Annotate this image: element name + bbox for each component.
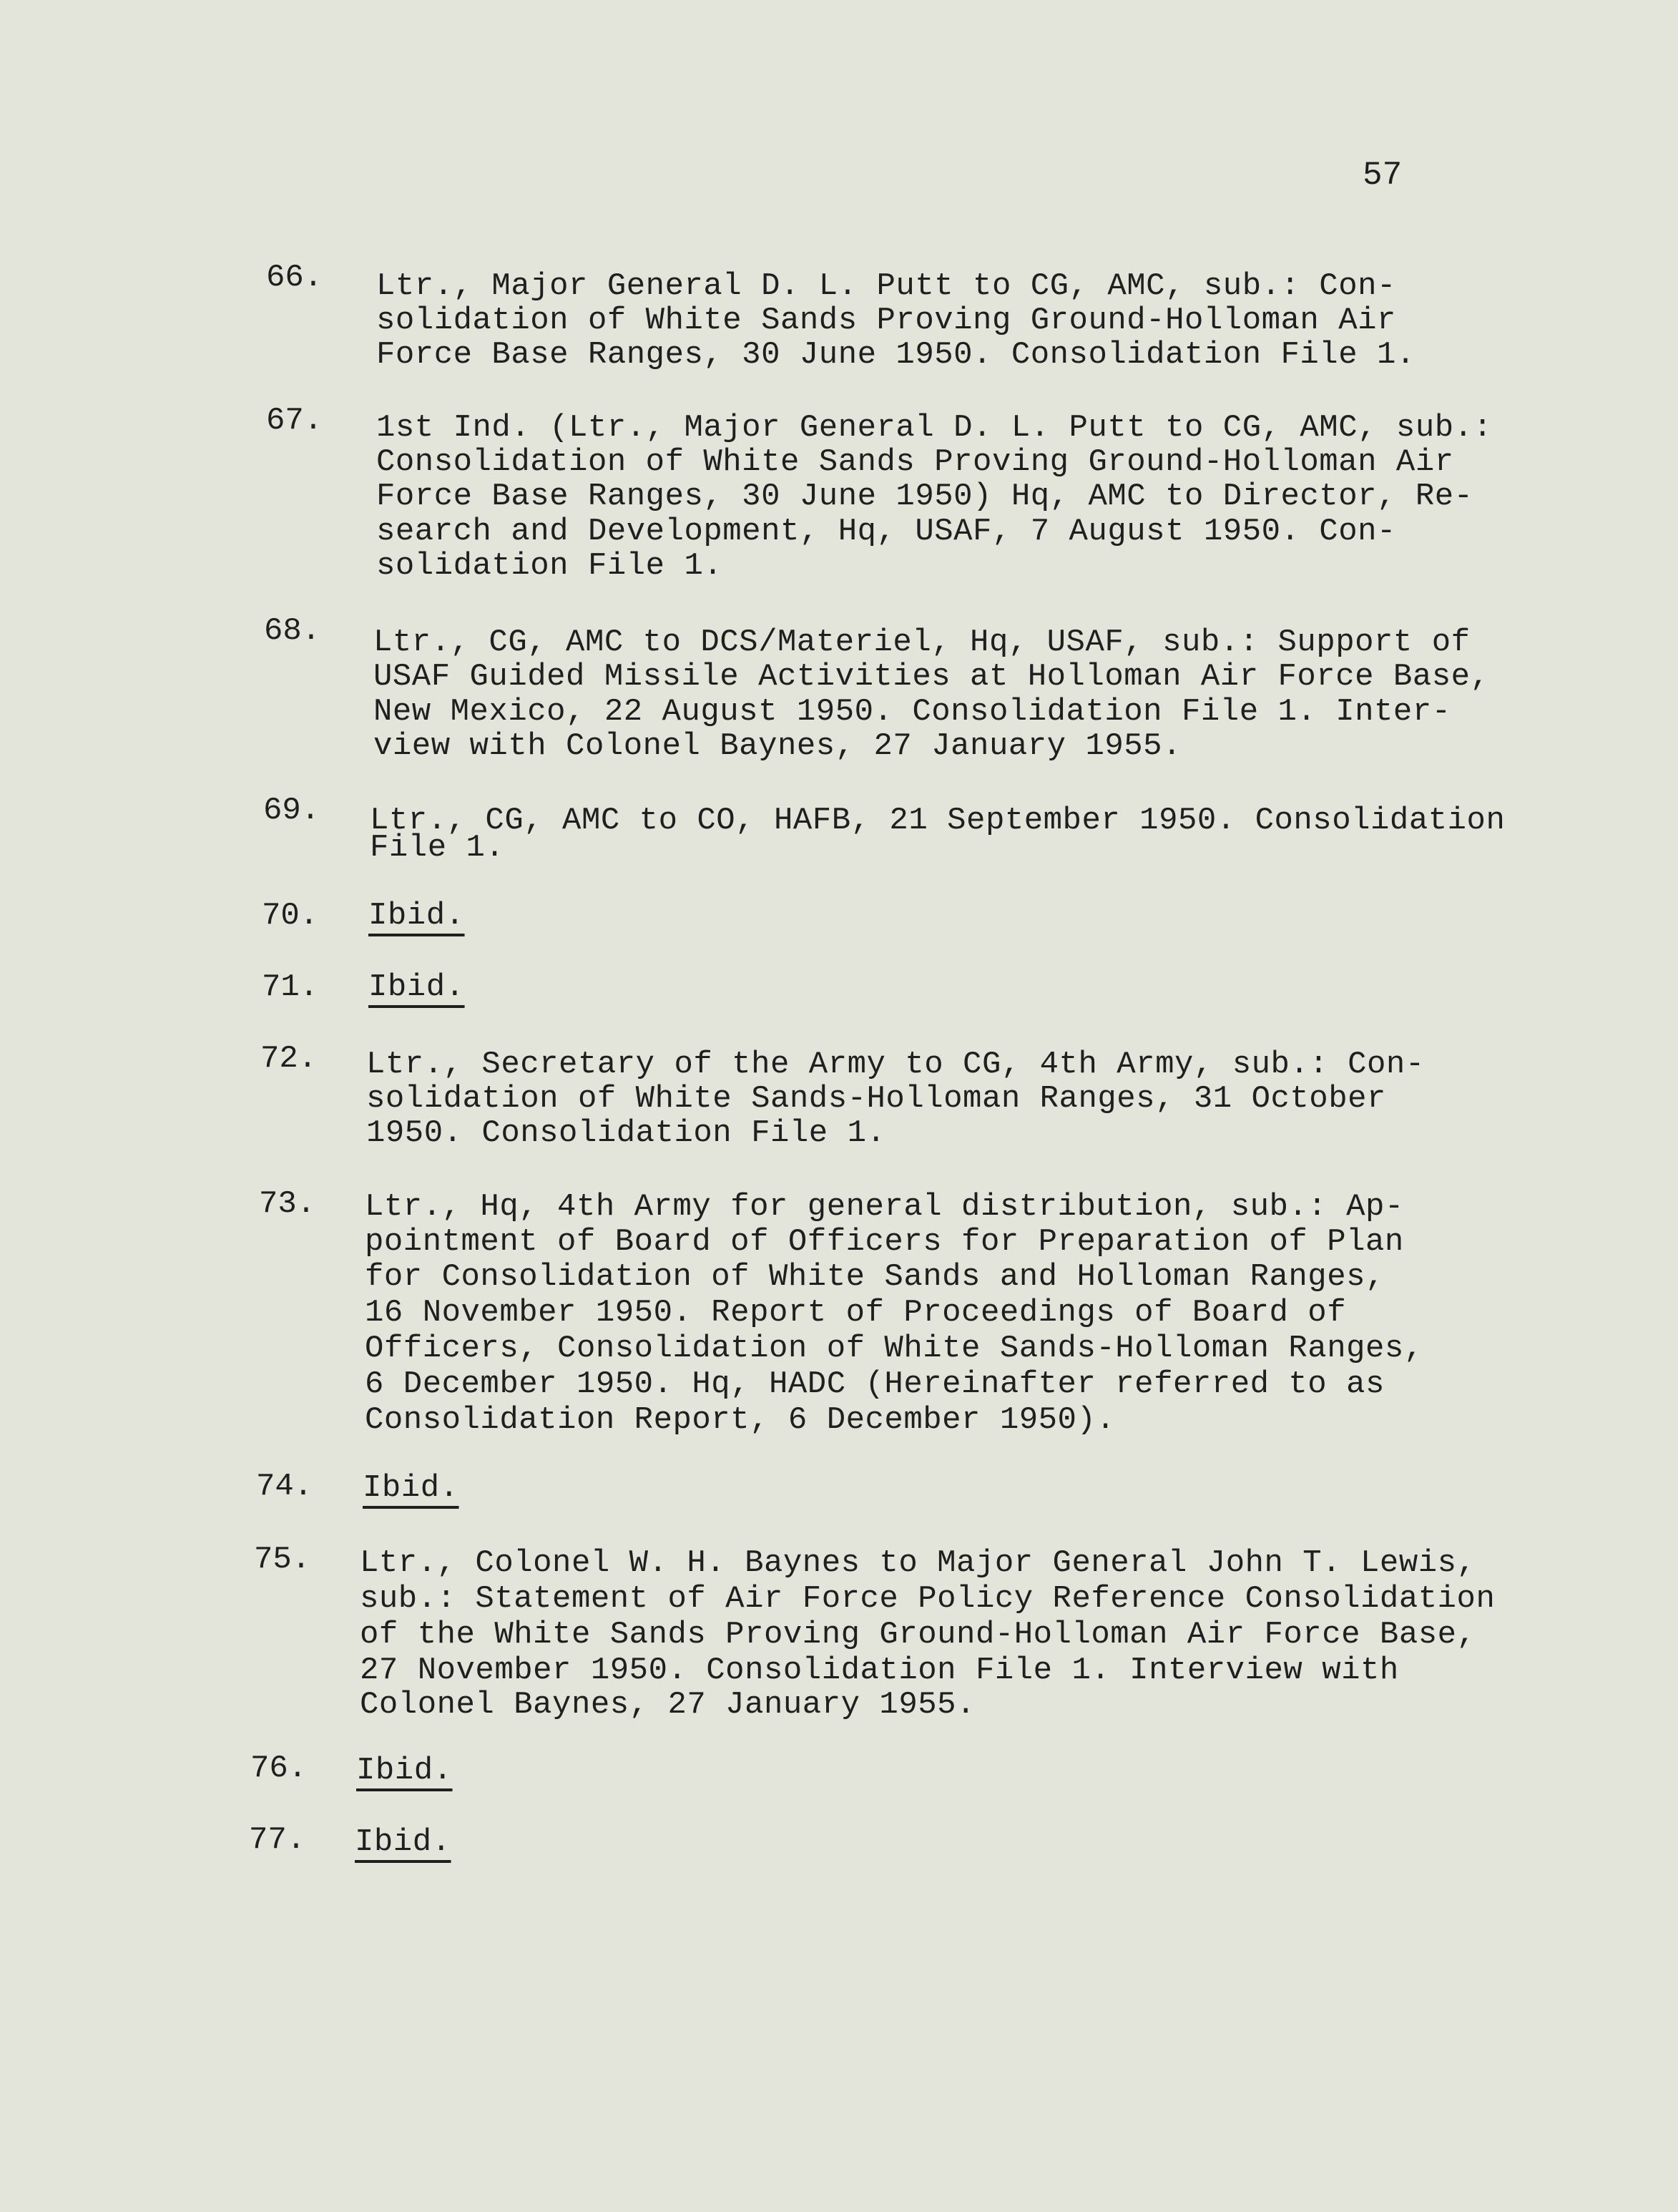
footnote-text-line: solidation File 1. xyxy=(376,548,723,584)
footnote-text-line: Ltr., Colonel W. H. Baynes to Major General John T. Lewis, xyxy=(360,1545,1476,1581)
footnote-number: 77. xyxy=(249,1822,306,1858)
ibid-reference: Ibid. xyxy=(363,1470,459,1506)
ibid-reference: Ibid. xyxy=(355,1824,451,1860)
footnote-text-line: New Mexico, 22 August 1950. Consolidation File 1. Inter- xyxy=(373,694,1451,730)
footnote-text-line: for Consolidation of White Sands and Holloman Ranges, xyxy=(365,1259,1385,1295)
footnote-text-line: 1950. Consolidation File 1. xyxy=(366,1115,886,1151)
ibid-reference: Ibid. xyxy=(356,1753,453,1788)
footnote-number: 66. xyxy=(266,260,323,295)
footnote-text-line: Ltr., Secretary of the Army to CG, 4th Army, sub.: Con- xyxy=(366,1047,1425,1082)
footnote-text-line: Ltr., CG, AMC to CO, HAFB, 21 September 1950. Consolidation xyxy=(370,803,1506,838)
footnote-text-line: Colonel Baynes, 27 January 1955. xyxy=(360,1687,976,1723)
footnote-text-line: Ltr., Major General D. L. Putt to CG, AMC, sub.: Con- xyxy=(376,268,1396,304)
footnote-number: 70. xyxy=(262,898,319,934)
footnote-number: 76. xyxy=(250,1751,308,1786)
page-number: 57 xyxy=(1363,157,1403,194)
footnote-number: 75. xyxy=(254,1542,311,1577)
footnote-text-line: Force Base Ranges, 30 June 1950. Consolidation File 1. xyxy=(376,337,1415,373)
footnote-text-line: 1st Ind. (Ltr., Major General D. L. Putt to CG, AMC, sub.: xyxy=(376,410,1493,446)
footnote-number: 67. xyxy=(266,403,323,439)
footnote-text-line: 6 December 1950. Hq, HADC (Hereinafter referred to as xyxy=(365,1366,1385,1402)
footnote-text-line: sub.: Statement of Air Force Policy Reference Consolidation xyxy=(360,1581,1496,1617)
footnote-number: 68. xyxy=(264,613,321,649)
footnote-text-line: File 1. xyxy=(370,830,505,866)
footnote-number: 73. xyxy=(259,1186,316,1222)
footnote-text-line: Consolidation Report, 6 December 1950). xyxy=(365,1402,1116,1438)
footnote-number: 74. xyxy=(256,1469,313,1504)
footnote-text-line: pointment of Board of Officers for Preparation of Plan xyxy=(365,1224,1404,1260)
footnote-text-line: of the White Sands Proving Ground-Holloman Air Force Base, xyxy=(360,1617,1476,1653)
footnote-text-line: 16 November 1950. Report of Proceedings of Board of xyxy=(365,1295,1347,1331)
ibid-reference: Ibid. xyxy=(368,969,465,1005)
footnote-text-line: Consolidation of White Sands Proving Ground-Holloman Air xyxy=(376,444,1454,480)
footnote-text-line: view with Colonel Baynes, 27 January 1955. xyxy=(373,728,1182,764)
footnote-text-line: solidation of White Sands Proving Ground-Holloman Air xyxy=(376,303,1396,338)
footnote-text-line: solidation of White Sands-Holloman Ranges, 31 October xyxy=(366,1081,1386,1117)
footnote-text-line: USAF Guided Missile Activities at Holloman Air Force Base, xyxy=(373,659,1490,695)
footnote-text-line: Ltr., CG, AMC to DCS/Materiel, Hq, USAF, sub.: Support of xyxy=(373,625,1471,660)
footnote-number: 69. xyxy=(263,793,320,828)
footnote-number: 72. xyxy=(260,1041,318,1077)
footnote-text-line: search and Development, Hq, USAF, 7 August 1950. Con- xyxy=(376,514,1396,549)
footnote-text-line: Officers, Consolidation of White Sands-Holloman Ranges, xyxy=(365,1331,1423,1366)
footnote-text-line: Force Base Ranges, 30 June 1950) Hq, AMC to Director, Re- xyxy=(376,479,1473,514)
ibid-reference: Ibid. xyxy=(368,898,465,934)
footnote-text-line: Ltr., Hq, 4th Army for general distribution, sub.: Ap- xyxy=(365,1189,1404,1225)
footnote-number: 71. xyxy=(262,969,319,1005)
footnote-text-line: 27 November 1950. Consolidation File 1. Interview with xyxy=(360,1653,1399,1688)
